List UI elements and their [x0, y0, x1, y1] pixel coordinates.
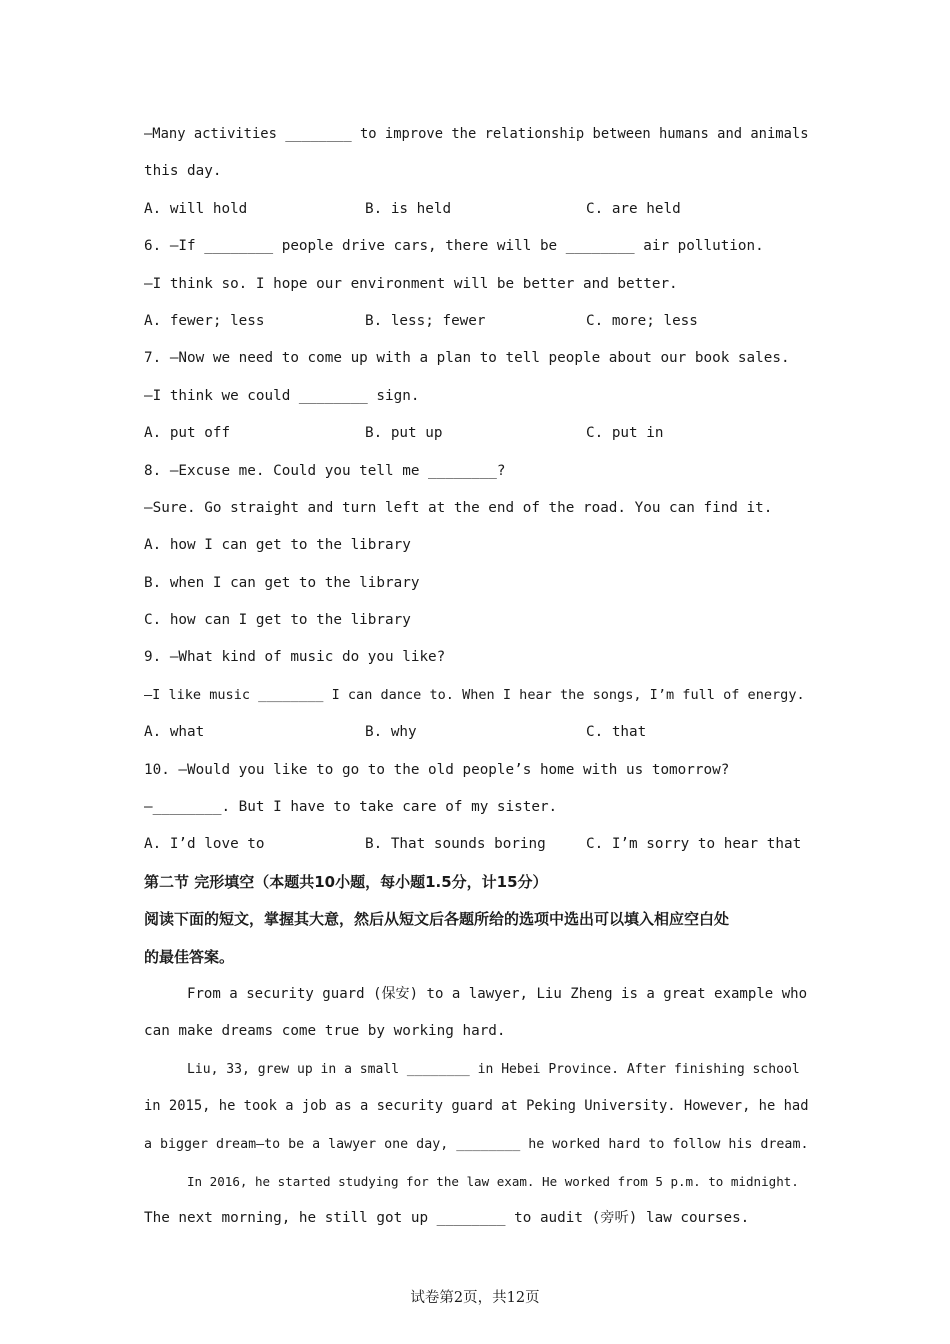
- q7-options: [144, 415, 809, 452]
- q8-response: —Sure. Go straight and turn left at the end of the road. You can find it.: [144, 499, 773, 516]
- page-footer: 试卷第2页，共12页: [410, 1290, 540, 1306]
- q7-response: —I think we could ________ sign.: [144, 387, 420, 404]
- q6-option-a: A. fewer; less: [144, 312, 265, 329]
- q6-option-b: B. less; fewer: [365, 312, 486, 329]
- q7-option-b: B. put up: [365, 425, 443, 442]
- q8-option-c: C. how can I get to the library: [144, 612, 411, 629]
- q6-options: [144, 303, 809, 340]
- passage-paragraph-line: Liu, 33, grew up in a small ________ in Hebei Province. After finishing school: [187, 1061, 800, 1077]
- q5-options: [144, 191, 809, 228]
- q10-response: —________. But I have to take care of my sister.: [144, 799, 558, 816]
- q6-question: 6. —If ________ people drive cars, there will be ________ air pollution.: [144, 238, 764, 255]
- q8-question: 8. —Excuse me. Could you tell me ________?: [144, 462, 506, 479]
- q5-continuation-line: this day.: [144, 163, 222, 180]
- q9-option-a: A. what: [144, 724, 205, 741]
- q8-option-a: A. how I can get to the library: [144, 537, 411, 554]
- passage-paragraph-line: The next morning, he still got up ________ to audit (旁听) law courses.: [144, 1210, 750, 1227]
- q9-response: —I like music ________ I can dance to. When I hear the songs, I’m full of energy.: [144, 686, 805, 703]
- q6-response: —I think so. I hope our environment will be better and better.: [144, 275, 678, 292]
- q9-option-b: B. why: [365, 724, 417, 741]
- q5-continuation-line: —Many activities ________ to improve the relationship between humans and animals: [144, 126, 809, 142]
- passage-paragraph-line: a bigger dream—to be a lawyer one day, ________ he worked hard to follow his dream.: [144, 1136, 809, 1152]
- section-instruction: 阅读下面的短文，掌握其大意，然后从短文后各题所给的选项中选出可以填入相应空白处: [144, 910, 730, 929]
- q5-option-c: C. are held: [586, 200, 681, 217]
- section-title: 第二节 完形填空（本题共10小题，每小题1.5分，计15分）: [144, 872, 548, 891]
- q7-question: 7. —Now we need to come up with a plan to tell people about our book sales.: [144, 350, 790, 367]
- section-instruction: 的最佳答案。: [144, 947, 235, 966]
- passage-paragraph-line: From a security guard (保安) to a lawyer, Liu Zheng is a great example who: [187, 985, 808, 1002]
- q5-option-b: B. is held: [365, 200, 452, 217]
- q8-option-b: B. when I can get to the library: [144, 574, 420, 591]
- q7-option-c: C. put in: [586, 425, 664, 442]
- q10-options: [144, 826, 809, 863]
- q10-option-c: C. I’m sorry to hear that: [586, 836, 802, 853]
- passage-paragraph-line: in 2015, he took a job as a security guard at Peking University. However, he had: [144, 1098, 809, 1115]
- q9-option-c: C. that: [586, 724, 647, 741]
- q10-option-b: B. That sounds boring: [365, 836, 546, 853]
- passage-paragraph-line: can make dreams come true by working hard.: [144, 1023, 506, 1040]
- q7-option-a: A. put off: [144, 425, 231, 442]
- q10-option-a: A. I’d love to: [144, 836, 265, 853]
- q5-option-a: A. will hold: [144, 200, 248, 217]
- q6-option-c: C. more; less: [586, 312, 698, 329]
- exam-page: [144, 116, 809, 1238]
- q9-options: [144, 714, 809, 751]
- q10-question: 10. —Would you like to go to the old people’s home with us tomorrow?: [144, 761, 730, 778]
- q9-question: 9. —What kind of music do you like?: [144, 649, 446, 666]
- passage-paragraph-line: In 2016, he started studying for the law exam. He worked from 5 p.m. to midnight.: [187, 1173, 799, 1189]
